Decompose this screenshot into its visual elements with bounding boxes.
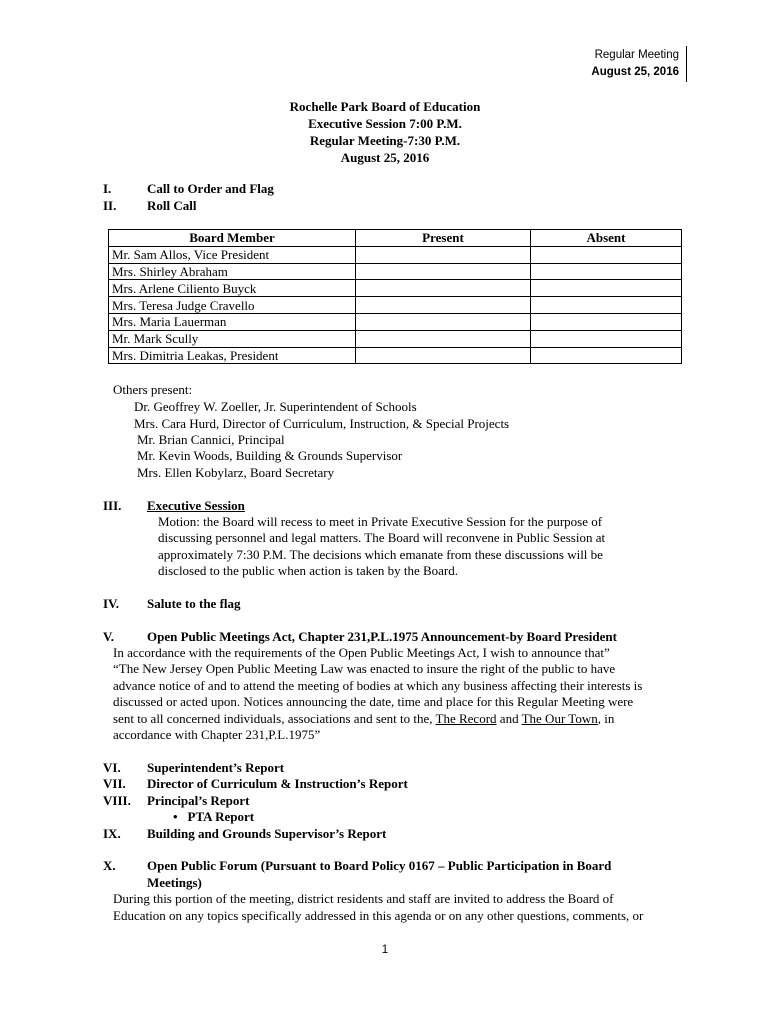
section-6-num: VI.	[103, 760, 121, 775]
present-cell	[356, 347, 531, 364]
table-header-row	[109, 230, 682, 247]
absent-cell	[531, 280, 682, 297]
member-name: Mrs. Shirley Abraham	[109, 263, 356, 280]
table-row	[109, 347, 682, 364]
present-cell	[356, 330, 531, 347]
member-name: Mrs. Dimitria Leakas, President	[109, 347, 356, 364]
header-meeting-type: Regular Meeting	[594, 49, 679, 61]
opma-text: and	[496, 711, 522, 726]
others-present-label: Others present:	[113, 382, 193, 397]
absent-cell	[531, 330, 682, 347]
section-3-num: III.	[103, 498, 122, 513]
bullet-text: PTA Report	[187, 809, 255, 824]
member-name: Mrs. Maria Lauerman	[109, 313, 356, 330]
doc-title-board: Rochelle Park Board of Education	[289, 99, 481, 114]
others-person: Mrs. Ellen Kobylarz, Board Secretary	[137, 465, 335, 480]
exec-motion-line: approximately 7:30 P.M. The decisions which emanate from these discussions will be	[158, 547, 603, 562]
section-9-num: IX.	[103, 826, 121, 841]
exec-motion-line: disclosed to the public when action is taken by the Board.	[158, 563, 459, 578]
section-9-title: Building and Grounds Supervisor’s Report	[147, 826, 387, 841]
table-row	[109, 330, 682, 347]
table-row	[109, 297, 682, 314]
newspaper-record: The Record	[435, 711, 497, 726]
absent-cell	[531, 313, 682, 330]
others-person: Mr. Kevin Woods, Building & Grounds Supervisor	[137, 448, 403, 463]
forum-line: During this portion of the meeting, district residents and staff are invited to address the Board of	[113, 891, 614, 906]
section-4-title: Salute to the flag	[147, 596, 241, 611]
table-row	[109, 313, 682, 330]
table-row	[109, 280, 682, 297]
section-3-title: Executive Session	[147, 498, 245, 513]
table-header-member: Board Member	[109, 230, 356, 247]
section-7-num: VII.	[103, 776, 126, 791]
section-10-num: X.	[103, 858, 116, 873]
table-row	[109, 263, 682, 280]
table-row	[109, 246, 682, 263]
member-name: Mrs. Arlene Ciliento Buyck	[109, 280, 356, 297]
exec-motion-line: Motion: the Board will recess to meet in Private Executive Session for the purpose of	[158, 514, 603, 529]
table-header-present: Present	[356, 230, 531, 247]
page-number: 1	[381, 944, 389, 956]
section-2-num: II.	[103, 198, 117, 213]
opma-line: discussed or acted upon. Notices announcing the date, time and place for this Regular Meeting were	[113, 694, 634, 709]
opma-text: sent to all concerned individuals, associations and sent to the,	[113, 711, 436, 726]
absent-cell	[531, 347, 682, 364]
present-cell	[356, 313, 531, 330]
section-6-title: Superintendent’s Report	[147, 760, 285, 775]
table-header-absent: Absent	[531, 230, 682, 247]
absent-cell	[531, 246, 682, 263]
section-4-num: IV.	[103, 596, 120, 611]
opma-text: , in	[597, 711, 615, 726]
section-8-num: VIII.	[103, 793, 131, 808]
opma-line: In accordance with the requirements of the Open Public Meetings Act, I wish to announce that”	[113, 645, 610, 660]
section-5-title: Open Public Meetings Act, Chapter 231,P.L.1975 Announcement-by Board President	[147, 629, 617, 644]
section-7-title: Director of Curriculum & Instruction’s Report	[147, 776, 408, 791]
present-cell	[356, 280, 531, 297]
opma-line: accordance with Chapter 231,P.L.1975”	[113, 727, 321, 742]
absent-cell	[531, 263, 682, 280]
header-date: August 25, 2016	[591, 66, 679, 78]
others-person: Mrs. Cara Hurd, Director of Curriculum, Instruction, & Special Projects	[134, 416, 510, 431]
member-name: Mrs. Teresa Judge Cravello	[109, 297, 356, 314]
member-name: Mr. Mark Scully	[109, 330, 356, 347]
others-person: Dr. Geoffrey W. Zoeller, Jr. Superintendent of Schools	[134, 399, 417, 414]
present-cell	[356, 297, 531, 314]
section-1-num: I.	[103, 181, 112, 196]
opma-line: “The New Jersey Open Public Meeting Law was enacted to insure the right of the public to have	[113, 661, 616, 676]
roll-call-table	[108, 229, 682, 364]
doc-title-date: August 25, 2016	[340, 150, 430, 165]
present-cell	[356, 263, 531, 280]
section-2-title: Roll Call	[147, 198, 197, 213]
exec-motion-line: discussing personnel and legal matters. The Board will reconvene in Public Session at	[158, 530, 606, 545]
section-8-bullet	[173, 809, 254, 826]
doc-title-exec-session: Executive Session 7:00 P.M.	[308, 116, 462, 131]
member-name: Mr. Sam Allos, Vice President	[109, 246, 356, 263]
present-cell	[356, 246, 531, 263]
header-divider	[686, 46, 687, 82]
section-5-num: V.	[103, 629, 114, 644]
bullet-icon: •	[173, 809, 178, 824]
forum-line: Education on any topics specifically addressed in this agenda or on any other questions, comments, or	[113, 908, 644, 923]
section-10-title: Open Public Forum (Pursuant to Board Policy 0167 – Public Participation in Board	[147, 858, 612, 873]
doc-title-regular-meeting: Regular Meeting-7:30 P.M.	[309, 133, 461, 148]
section-8-title: Principal’s Report	[147, 793, 250, 808]
absent-cell	[531, 297, 682, 314]
section-1-title: Call to Order and Flag	[147, 181, 274, 196]
opma-line-newspapers	[113, 711, 614, 728]
others-person: Mr. Brian Cannici, Principal	[137, 432, 285, 447]
section-10-title-cont: Meetings)	[147, 875, 202, 890]
opma-line: advance notice of and to attend the meeting of bodies at which any business affecting their interests is	[113, 678, 643, 693]
newspaper-our-town: The Our Town	[521, 711, 598, 726]
